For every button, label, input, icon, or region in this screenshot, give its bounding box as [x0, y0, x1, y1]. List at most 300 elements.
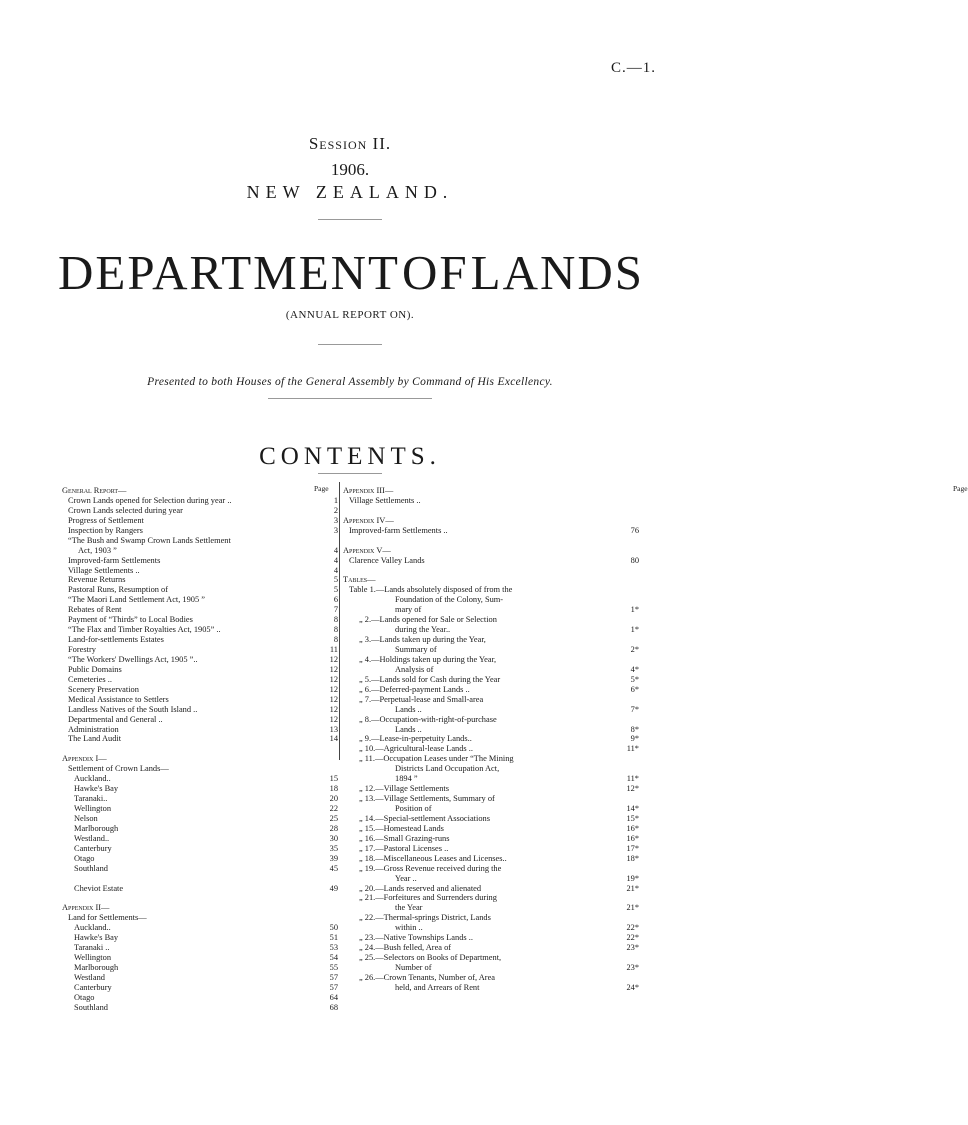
- entry-text: Number of: [395, 963, 432, 972]
- entry-page-number: [316, 754, 338, 764]
- contents-entry: [343, 923, 639, 933]
- entry-text: Position of: [395, 804, 432, 813]
- entry-text: Appendix IV—: [343, 515, 394, 525]
- entry-page-number: 12*: [626, 784, 639, 794]
- contents-entry: [343, 973, 639, 983]
- entry-text: Clarence Valley Lands: [349, 555, 425, 565]
- entry-page-number: 12: [329, 694, 338, 704]
- contents-entry: [343, 814, 639, 824]
- contents-entry: [343, 685, 639, 695]
- entry-page-number: 4: [333, 555, 338, 565]
- entry-text: „ 20.—Lands reserved and alienated: [359, 883, 482, 893]
- entry-text: „ 13.—Village Settlements, Summary of: [359, 794, 495, 804]
- entry-text: Appendix V—: [343, 545, 391, 555]
- page-title: [58, 245, 644, 300]
- entry-text: „ 11.—Occupation Leases under “The Mining: [359, 754, 514, 764]
- contents-section-heading: [62, 903, 338, 913]
- entry-text: Rebates of Rent: [68, 605, 122, 615]
- entry-text: mary of: [395, 605, 422, 615]
- entry-text: Pastoral Runs, Resumption of: [68, 585, 169, 595]
- contents-entry: [343, 903, 639, 913]
- entry-text: “The Flax and Timber Royalties Act, 1905” ..: [68, 625, 221, 635]
- entry-page-number: 12: [329, 664, 338, 674]
- entry-text: Cemeteries ..: [68, 674, 112, 684]
- spacer: [343, 566, 639, 576]
- divider-rule: [268, 398, 432, 399]
- entry-page-number: 9*: [630, 734, 639, 744]
- entry-page-number: 8: [333, 625, 338, 635]
- entry-text: „ 23.—Native Townships Lands ..: [359, 933, 473, 943]
- contents-entry: [62, 784, 338, 794]
- entry-page-number: [617, 595, 639, 605]
- entry-text: Act, 1903 ”: [78, 545, 117, 555]
- entry-page-number: 19*: [626, 873, 639, 883]
- entry-text: Hawke's Bay: [74, 784, 119, 794]
- entry-page-number: 21*: [626, 883, 639, 893]
- contents-entry: [62, 963, 338, 973]
- entry-page-number: 13: [329, 724, 338, 734]
- contents-entry: [62, 884, 338, 894]
- entry-page-number: 50: [329, 923, 338, 933]
- entry-page-number: 14: [329, 734, 338, 744]
- entry-text: „ 19.—Gross Revenue received during the: [359, 863, 502, 873]
- entry-text: „ 8.—Occupation-with-right-of-purchase: [359, 714, 497, 724]
- entry-page-number: 64: [329, 992, 338, 1002]
- contents-right-column: [343, 476, 968, 992]
- contents-entry: [62, 575, 338, 585]
- contents-entry: [62, 605, 338, 615]
- contents-entry: [343, 824, 639, 834]
- contents-entry: [62, 536, 338, 546]
- entry-text: Lands ..: [395, 704, 422, 714]
- entry-page-number: [617, 754, 639, 764]
- entry-text: within ..: [395, 923, 423, 933]
- contents-entry: [343, 705, 639, 715]
- entry-page-number: [617, 695, 639, 705]
- entry-page-number: 20: [329, 794, 338, 804]
- entry-page-number: 51: [329, 933, 338, 943]
- contents-entry: [62, 864, 338, 874]
- entry-page-number: 4: [333, 565, 338, 575]
- entry-text: Hawke's Bay: [74, 933, 119, 943]
- entry-page-number: 8: [333, 635, 338, 645]
- contents-entry: [62, 615, 338, 625]
- spacer: [343, 506, 639, 516]
- divider-rule: [318, 473, 382, 474]
- contents-entry: [62, 566, 338, 576]
- contents-entry: [62, 993, 338, 1003]
- entry-page-number: 12: [329, 684, 338, 694]
- entry-page-number: 14*: [626, 804, 639, 813]
- entry-text: Nelson: [74, 813, 98, 823]
- contents-entry: [62, 715, 338, 725]
- entry-text: Inspection by Rangers: [68, 525, 143, 535]
- entry-text: Settlement of Crown Lands—: [68, 764, 169, 774]
- contents-entry: [62, 526, 338, 536]
- divider-rule: [318, 219, 382, 220]
- entry-page-number: 16*: [626, 833, 639, 843]
- entry-text: Appendix II—: [62, 903, 110, 913]
- entry-page-number: 18*: [626, 853, 639, 863]
- contents-entry: [62, 804, 338, 814]
- contents-entry: [62, 774, 338, 784]
- contents-entry: [62, 844, 338, 854]
- entry-text: „ 15.—Homestead Lands: [359, 823, 444, 833]
- contents-entry: [62, 725, 338, 735]
- entry-text: „ 12.—Village Settlements: [359, 784, 449, 794]
- entry-text: “The Bush and Swamp Crown Lands Settlement: [68, 535, 231, 545]
- entry-text: „ 7.—Perpetual-lease and Small-area: [359, 694, 484, 704]
- entry-page-number: 21*: [626, 903, 639, 913]
- entry-page-number: 8*: [630, 724, 639, 734]
- entry-page-number: 16*: [626, 823, 639, 833]
- contents-entry: [62, 814, 338, 824]
- contents-entry: [343, 605, 639, 615]
- contents-entry: [343, 774, 639, 784]
- entry-page-number: [316, 913, 338, 923]
- entry-page-number: [617, 615, 639, 625]
- contents-entry: [343, 893, 639, 903]
- entry-text: Canterbury: [74, 843, 112, 853]
- entry-page-number: 8: [333, 615, 338, 625]
- entry-page-number: 1*: [630, 605, 639, 615]
- entry-page-number: 11*: [626, 744, 639, 754]
- contents-entry: [343, 933, 639, 943]
- entry-text: Village Settlements ..: [68, 565, 140, 575]
- contents-entry: [343, 625, 639, 635]
- entry-page-number: [316, 903, 338, 913]
- contents-entry: [62, 625, 338, 635]
- page-subtitle: (ANNUAL REPORT ON).: [285, 309, 415, 321]
- contents-entry: [343, 744, 639, 754]
- contents-entry: [62, 854, 338, 864]
- entry-text: Cheviot Estate: [74, 883, 124, 893]
- contents-entry: [343, 864, 639, 874]
- entry-page-number: 11*: [626, 774, 639, 784]
- entry-page-number: [617, 893, 639, 903]
- entry-page-number: [617, 973, 639, 983]
- entry-text: „ 5.—Lands sold for Cash during the Year: [359, 674, 501, 684]
- contents-entry: [62, 595, 338, 605]
- entry-page-number: 5: [333, 585, 338, 595]
- contents-entry: [62, 943, 338, 953]
- entry-page-number: 15: [329, 774, 338, 784]
- contents-entry: [62, 834, 338, 844]
- entry-page-number: [617, 655, 639, 665]
- entry-text: Crown Lands selected during year: [68, 505, 183, 515]
- year-label: 1906.: [330, 160, 370, 179]
- entry-page-number: [617, 953, 639, 963]
- contents-entry: [343, 734, 639, 744]
- entry-text: Landless Natives of the South Island ..: [68, 704, 198, 714]
- entry-text: Analysis of: [395, 664, 434, 674]
- contents-entry: [62, 655, 338, 665]
- column-divider: [339, 482, 340, 760]
- contents-section-heading: [343, 546, 639, 556]
- entry-text: Westland: [74, 972, 105, 982]
- entry-text: „ 4.—Holdings taken up during the Year,: [359, 654, 497, 664]
- contents-heading: CONTENTS.: [259, 443, 441, 470]
- contents-entry: [343, 526, 639, 536]
- entry-text: Auckland..: [74, 774, 111, 784]
- entry-text: Summary of: [395, 645, 437, 654]
- contents-entry: [343, 585, 639, 595]
- entry-page-number: [617, 585, 639, 595]
- contents-entry: [62, 675, 338, 685]
- contents-entry: [62, 953, 338, 963]
- entry-page-number: 39: [329, 853, 338, 863]
- entry-page-number: 53: [329, 943, 338, 953]
- entry-text: „ 16.—Small Grazing-runs: [359, 833, 450, 843]
- entry-text: “The Workers' Dwellings Act, 1905 ”..: [68, 654, 198, 664]
- divider-rule: [318, 344, 382, 345]
- contents-entry: [343, 556, 639, 566]
- contents-entry: [62, 685, 338, 695]
- contents-entry: [62, 734, 338, 744]
- contents-entry: [343, 983, 639, 993]
- entry-page-number: [617, 496, 639, 506]
- title-word-department: DEPARTMENT: [58, 245, 400, 300]
- entry-text: „ 22.—Thermal-springs District, Lands: [359, 913, 491, 923]
- entry-page-number: 5*: [630, 674, 639, 684]
- contents-entry: [62, 635, 338, 645]
- entry-text: Otago: [74, 853, 95, 863]
- entry-text: Improved-farm Settlements ..: [349, 525, 448, 535]
- contents-entry: [343, 764, 639, 774]
- entry-page-number: 12: [329, 714, 338, 724]
- entry-text: „ 9.—Lease-in-perpetuity Lands..: [359, 734, 472, 744]
- entry-text: „ 10.—Agricultural-lease Lands ..: [359, 744, 473, 754]
- entry-page-number: 4: [333, 545, 338, 555]
- entry-page-number: 2: [333, 505, 338, 515]
- contents-entry: [62, 516, 338, 526]
- contents-entry: [343, 784, 639, 794]
- page-column-header: Page: [953, 484, 968, 493]
- contents-entry: [343, 754, 639, 764]
- entry-page-number: 3: [333, 515, 338, 525]
- contents-section-heading: [343, 516, 639, 526]
- entry-text: „ 14.—Special-settlement Associations: [359, 813, 490, 823]
- entry-page-number: 4*: [630, 664, 639, 674]
- presented-line: Presented to both Houses of the General Assembly by Command of His Excellency.: [147, 376, 553, 388]
- entry-text: Southland: [74, 863, 108, 873]
- title-word-of: OF: [401, 245, 469, 300]
- spacer: [62, 874, 338, 884]
- entry-page-number: 7*: [630, 704, 639, 714]
- entry-text: „ 25.—Selectors on Books of Department,: [359, 953, 502, 963]
- entry-text: Districts Land Occupation Act,: [395, 764, 500, 774]
- entry-text: Table 1.—Lands absolutely disposed of from the: [349, 585, 513, 595]
- entry-text: „ 3.—Lands taken up during the Year,: [359, 635, 486, 645]
- contents-entry: [62, 705, 338, 715]
- entry-text: Auckland..: [74, 923, 111, 933]
- entry-page-number: 28: [329, 823, 338, 833]
- page-column-header: Page: [314, 484, 329, 493]
- entry-text: Appendix I—: [62, 754, 107, 764]
- entry-page-number: 35: [329, 843, 338, 853]
- entry-page-number: [617, 486, 639, 496]
- contents-entry: [62, 546, 338, 556]
- entry-page-number: [617, 516, 639, 526]
- entry-text: Scenery Preservation: [68, 684, 139, 694]
- entry-text: Otago: [74, 992, 95, 1002]
- entry-page-number: 57: [329, 972, 338, 982]
- entry-text: Administration: [68, 724, 119, 734]
- contents-entry: [62, 824, 338, 834]
- entry-page-number: 7: [333, 605, 338, 615]
- entry-text: General Report—: [62, 486, 127, 495]
- entry-text: „ 18.—Miscellaneous Leases and Licenses..: [359, 853, 507, 863]
- entry-page-number: 57: [329, 982, 338, 992]
- entry-page-number: 6*: [630, 684, 639, 694]
- entry-page-number: 6: [333, 595, 338, 605]
- entry-page-number: 22*: [626, 923, 639, 933]
- contents-entry: [343, 844, 639, 854]
- contents-entry: [62, 913, 338, 923]
- entry-text: Appendix III—: [343, 486, 394, 495]
- contents-entry: [62, 695, 338, 705]
- spacer: [62, 893, 338, 903]
- entry-page-number: 12: [329, 674, 338, 684]
- entry-page-number: 24*: [626, 982, 639, 992]
- entry-text: Land for Settlements—: [68, 913, 147, 923]
- entry-text: „ 26.—Crown Tenants, Number of, Area: [359, 972, 496, 982]
- entry-text: Wellington: [74, 804, 112, 813]
- page-code: C.—1.: [610, 60, 656, 76]
- contents-entry: [62, 556, 338, 566]
- entry-text: Village Settlements ..: [349, 495, 421, 505]
- contents-entry: [343, 854, 639, 864]
- entry-page-number: 15*: [626, 813, 639, 823]
- entry-text: Land-for-settlements Estates: [68, 635, 164, 645]
- entry-text: held, and Arrears of Rent: [395, 982, 480, 992]
- entry-text: „ 6.—Deferred-payment Lands ..: [359, 684, 470, 694]
- entry-text: “The Maori Land Settlement Act, 1905 ”: [68, 595, 205, 605]
- entry-text: Departmental and General ..: [68, 714, 163, 724]
- entry-page-number: [617, 575, 639, 585]
- contents-entry: [343, 943, 639, 953]
- entry-text: Improved-farm Settlements: [68, 555, 161, 565]
- contents-entry: [343, 725, 639, 735]
- contents-entry: [343, 804, 639, 814]
- entry-text: Foundation of the Colony, Sum-: [395, 595, 504, 605]
- entry-text: Lands ..: [395, 724, 422, 734]
- entry-text: Marlborough: [74, 963, 119, 972]
- entry-page-number: 1*: [630, 625, 639, 635]
- contents-entry: [343, 665, 639, 675]
- contents-entry: [62, 794, 338, 804]
- entry-page-number: 1: [333, 495, 338, 505]
- entry-text: Westland..: [74, 833, 110, 843]
- entry-page-number: 25: [329, 813, 338, 823]
- contents-entry: [62, 983, 338, 993]
- contents-entry: [62, 923, 338, 933]
- entry-text: „ 24.—Bush felled, Area of: [359, 943, 452, 953]
- contents-entry: [343, 715, 639, 725]
- contents-entry: [343, 963, 639, 973]
- contents-entry: [62, 973, 338, 983]
- contents-section-heading: [343, 486, 639, 496]
- entry-text: Progress of Settlement: [68, 515, 144, 525]
- entry-text: Payment of “Thirds” to Local Bodies: [68, 615, 193, 625]
- entry-text: Southland: [74, 1002, 108, 1012]
- contents-entry: [62, 665, 338, 675]
- entry-page-number: 3: [333, 525, 338, 535]
- entry-page-number: [316, 536, 338, 546]
- contents-entry: [343, 645, 639, 655]
- entry-page-number: [617, 864, 639, 874]
- contents-section-heading: [62, 486, 338, 496]
- contents-left-column: [62, 476, 338, 1012]
- entry-text: „ 2.—Lands opened for Sale or Selection: [359, 615, 497, 625]
- entry-page-number: 2*: [630, 645, 639, 654]
- entry-page-number: 30: [329, 833, 338, 843]
- entry-page-number: [617, 764, 639, 774]
- contents-entry: [62, 645, 338, 655]
- entry-text: during the Year..: [395, 625, 451, 635]
- entry-text: Taranaki ..: [74, 943, 110, 953]
- session-label: Session II.: [308, 134, 392, 153]
- entry-text: Medical Assistance to Settlers: [68, 694, 169, 704]
- contents-section-heading: [62, 754, 338, 764]
- contents-entry: [62, 764, 338, 774]
- entry-page-number: [617, 913, 639, 923]
- contents-entry: [343, 496, 639, 506]
- entry-text: Wellington: [74, 953, 112, 963]
- entry-page-number: 12: [329, 654, 338, 664]
- entry-page-number: 76: [630, 525, 639, 535]
- contents-entry: [343, 884, 639, 894]
- contents-entry: [62, 585, 338, 595]
- entry-page-number: 11: [329, 645, 338, 654]
- entry-text: Taranaki..: [74, 794, 108, 804]
- spacer: [62, 744, 338, 754]
- entry-text: Public Domains: [68, 664, 122, 674]
- entry-text: „ 17.—Pastoral Licenses ..: [359, 843, 449, 853]
- spacer: [343, 536, 639, 546]
- entry-page-number: [316, 486, 338, 496]
- entry-page-number: 23*: [626, 963, 639, 972]
- entry-page-number: [617, 794, 639, 804]
- entry-text: Marlborough: [74, 823, 119, 833]
- entry-text: Forestry: [68, 645, 96, 654]
- entry-text: 1894 ”: [395, 774, 418, 784]
- entry-text: Revenue Returns: [68, 575, 126, 585]
- entry-page-number: [617, 546, 639, 556]
- entry-text: the Year: [395, 903, 423, 913]
- contents-entry: [343, 834, 639, 844]
- contents-entry: [62, 933, 338, 943]
- country-label: NEW ZEALAND.: [246, 182, 454, 202]
- entry-page-number: 5: [333, 575, 338, 585]
- entry-text: „ 21.—Forfeitures and Surrenders during: [359, 893, 497, 903]
- contents-entry: [343, 615, 639, 625]
- entry-page-number: 18: [329, 784, 338, 794]
- entry-page-number: 49: [329, 883, 338, 893]
- title-word-lands: LANDS: [470, 245, 644, 300]
- contents-entry: [343, 635, 639, 645]
- entry-text: Canterbury: [74, 982, 112, 992]
- entry-page-number: 23*: [626, 943, 639, 953]
- entry-text: Tables—: [343, 575, 376, 585]
- contents-entry: [62, 496, 338, 506]
- contents-entry: [343, 675, 639, 685]
- entry-text: The Land Audit: [68, 734, 122, 744]
- entry-page-number: 80: [630, 555, 639, 565]
- entry-page-number: 22: [329, 804, 338, 813]
- entry-page-number: [316, 764, 338, 774]
- entry-page-number: 12: [329, 704, 338, 714]
